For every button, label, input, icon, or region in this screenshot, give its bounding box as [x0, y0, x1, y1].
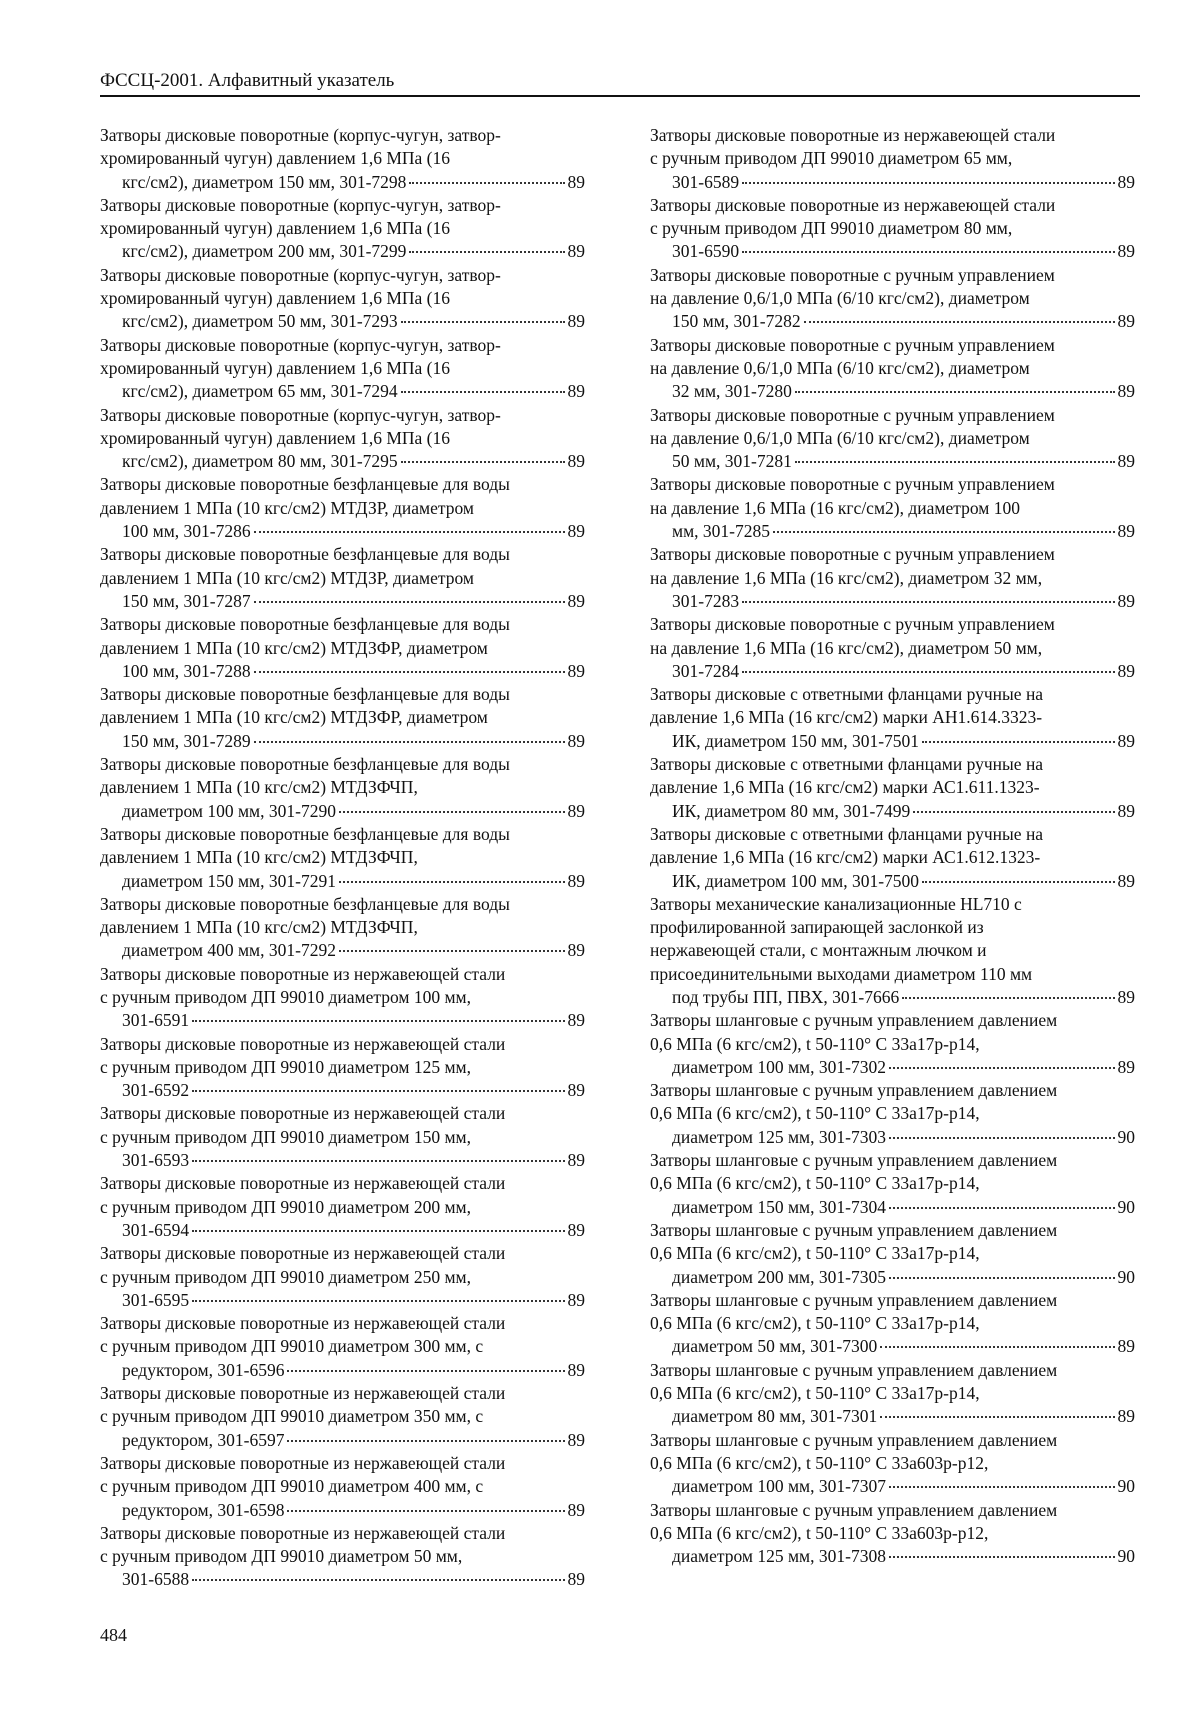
index-entry-line: 0,6 МПа (6 кгс/см2), t 50-110° С 33а17р-р14,	[650, 1383, 980, 1404]
index-entry	[650, 1009, 1135, 1079]
index-entry	[100, 1452, 585, 1522]
dot-leader	[889, 1067, 1115, 1069]
index-entry-line: Затворы шланговые с ручным управлением давлением	[650, 1289, 1058, 1310]
index-entry-page: 89	[1117, 171, 1135, 192]
index-entry-line: кгс/см2), диаметром 80 мм, 301-7295	[122, 451, 398, 472]
index-entry-line: Затворы дисковые поворотные безфланцевые для воды	[100, 684, 510, 705]
dot-leader	[287, 1370, 564, 1372]
dot-leader	[804, 321, 1115, 323]
index-entry-line: хромированный чугун) давлением 1,6 МПа (16	[100, 427, 450, 448]
index-entry-last-line	[122, 1499, 585, 1522]
index-entry-line: Затворы дисковые поворотные с ручным управлением	[650, 404, 1055, 425]
index-entry-line: 0,6 МПа (6 кгс/см2), t 50-110° С 33а603р-р12,	[650, 1452, 989, 1473]
index-entry	[650, 893, 1135, 1009]
index-entry-last-line	[122, 380, 585, 403]
index-entry-line: Затворы шланговые с ручным управлением давлением	[650, 1010, 1058, 1031]
index-entry	[650, 264, 1135, 334]
index-entry-last-line	[122, 590, 585, 613]
dot-leader	[889, 1137, 1115, 1139]
index-entry-line: 150 мм, 301-7289	[122, 730, 251, 751]
index-entry-line: редуктором, 301-6598	[122, 1499, 285, 1520]
index-entry-last-line	[122, 310, 585, 333]
index-entry-last-line	[672, 450, 1135, 473]
index-entry-line: давлением 1 МПа (10 кгс/см2) МТДЗР, диаметром	[100, 567, 474, 588]
index-entry-page: 89	[567, 1359, 585, 1380]
index-entry-page: 89	[1117, 870, 1135, 891]
index-entry-page: 89	[567, 1080, 585, 1101]
index-entry-line: под трубы ПП, ПВХ, 301-7666	[672, 986, 900, 1007]
index-entry-line: Затворы шланговые с ручным управлением давлением	[650, 1150, 1058, 1171]
index-entry-line: с ручным приводом ДП 99010 диаметром 100 мм,	[100, 986, 472, 1007]
index-entry	[650, 124, 1135, 194]
index-entry-line: Затворы дисковые поворотные из нержавеющей стали	[650, 194, 1056, 215]
index-entry-line: 150 мм, 301-7287	[122, 590, 251, 611]
index-entry-last-line	[672, 1126, 1135, 1149]
index-entry-line: хромированный чугун) давлением 1,6 МПа (16	[100, 288, 450, 309]
index-entry-last-line	[672, 986, 1135, 1009]
index-entry	[100, 963, 585, 1033]
dot-leader	[339, 950, 565, 952]
dot-leader	[922, 881, 1114, 883]
index-entry-last-line	[672, 1056, 1135, 1079]
index-entry-page: 89	[1117, 660, 1135, 681]
index-entry-line: с ручным приводом ДП 99010 диаметром 65 мм,	[650, 148, 1013, 169]
index-entry-line: 301-6594	[122, 1219, 190, 1240]
index-entry-line: профилированной запирающей заслонкой из	[650, 917, 984, 938]
index-entry-last-line	[122, 240, 585, 263]
index-entry-line: диаметром 125 мм, 301-7308	[672, 1546, 886, 1567]
index-entry	[100, 1033, 585, 1103]
index-entry-line: 301-7283	[672, 590, 740, 611]
index-entry-line: Затворы шланговые с ручным управлением давлением	[650, 1499, 1058, 1520]
dot-leader	[742, 601, 1114, 603]
dot-leader	[339, 811, 565, 813]
dot-leader	[889, 1277, 1115, 1279]
index-entry-line: хромированный чугун) давлением 1,6 МПа (16	[100, 218, 450, 239]
index-entry-page: 89	[1117, 241, 1135, 262]
dot-leader	[192, 1230, 564, 1232]
index-entry-line: диаметром 80 мм, 301-7301	[672, 1406, 878, 1427]
dot-leader	[409, 251, 564, 253]
index-entry	[100, 1242, 585, 1312]
index-entry-last-line	[672, 1475, 1135, 1498]
index-entry	[650, 1149, 1135, 1219]
index-entry	[100, 613, 585, 683]
index-entry-line: на давление 1,6 МПа (16 кгс/см2), диаметром 100	[650, 497, 1020, 518]
index-entry-line: давлением 1 МПа (10 кгс/см2) МТДЗФР, диаметром	[100, 707, 488, 728]
index-entry-line: 0,6 МПа (6 кгс/см2), t 50-110° С 33а603р-р12,	[650, 1522, 989, 1543]
dot-leader	[880, 1346, 1114, 1348]
index-entry-last-line	[672, 1405, 1135, 1428]
index-entry-line: давлением 1 МПа (10 кгс/см2) МТДЗФЧП,	[100, 847, 418, 868]
dot-leader	[287, 1440, 564, 1442]
index-entry-page: 89	[567, 870, 585, 891]
index-entry-line: Затворы дисковые поворотные (корпус-чугун, затвор-	[100, 264, 501, 285]
running-header: ФССЦ-2001. Алфавитный указатель	[100, 70, 1140, 97]
index-entry-line: Затворы дисковые поворотные с ручным управлением	[650, 334, 1055, 355]
index-entry-line: 301-6589	[672, 171, 740, 192]
index-entry-last-line	[122, 730, 585, 753]
index-entry	[650, 613, 1135, 683]
index-entry-line: 301-6590	[672, 241, 740, 262]
index-entry-last-line	[672, 1266, 1135, 1289]
index-entry-line: присоединительными выходами диаметром 110 мм	[650, 963, 1033, 984]
index-entry	[650, 334, 1135, 404]
index-entry-line: диаметром 150 мм, 301-7291	[122, 870, 336, 891]
index-entry-page: 89	[567, 451, 585, 472]
index-entry	[650, 1429, 1135, 1499]
index-entry	[100, 683, 585, 753]
index-entry-line: Затворы дисковые поворотные из нержавеющей стали	[100, 1243, 506, 1264]
index-entry-line: с ручным приводом ДП 99010 диаметром 250 мм,	[100, 1266, 472, 1287]
index-entry-page: 89	[567, 521, 585, 542]
index-entry-page: 89	[1117, 730, 1135, 751]
index-entry-line: Затворы дисковые поворотные из нержавеющей стали	[100, 1173, 506, 1194]
dot-leader	[795, 391, 1115, 393]
dot-leader	[795, 461, 1115, 463]
index-entry-line: 0,6 МПа (6 кгс/см2), t 50-110° С 33а17р-р14,	[650, 1243, 980, 1264]
dot-leader	[922, 741, 1114, 743]
dot-leader	[192, 1300, 564, 1302]
index-entry-line: с ручным приводом ДП 99010 диаметром 80 мм,	[650, 218, 1013, 239]
index-entry-line: 301-6591	[122, 1010, 190, 1031]
index-entry-line: 301-6593	[122, 1150, 190, 1171]
index-entry	[100, 1382, 585, 1452]
index-entry-page: 89	[567, 1569, 585, 1590]
dot-leader	[913, 811, 1114, 813]
index-entry-line: Затворы дисковые поворотные безфланцевые для воды	[100, 544, 510, 565]
index-entry-line: 0,6 МПа (6 кгс/см2), t 50-110° С 33а17р-р14,	[650, 1313, 980, 1334]
dot-leader	[742, 251, 1114, 253]
index-entry-line: давление 1,6 МПа (16 кгс/см2) марки АН1.614.3323-	[650, 707, 1043, 728]
index-entry-page: 89	[1117, 1336, 1135, 1357]
dot-leader	[254, 601, 565, 603]
index-entry-page: 89	[567, 730, 585, 751]
index-entry-line: диаметром 150 мм, 301-7304	[672, 1196, 886, 1217]
index-entry-line: кгс/см2), диаметром 150 мм, 301-7298	[122, 171, 407, 192]
index-entry-line: Затворы дисковые поворотные с ручным управлением	[650, 544, 1055, 565]
index-entry-last-line	[122, 800, 585, 823]
index-entry-line: 301-7284	[672, 660, 740, 681]
index-entry-page: 89	[1117, 311, 1135, 332]
index-entry	[100, 1172, 585, 1242]
index-entry-page: 89	[567, 1289, 585, 1310]
dot-leader	[889, 1556, 1115, 1558]
index-entry-page: 89	[567, 1499, 585, 1520]
dot-leader	[880, 1416, 1114, 1418]
dot-leader	[742, 182, 1114, 184]
dot-leader	[254, 531, 565, 533]
index-entry-line: Затворы шланговые с ручным управлением давлением	[650, 1359, 1058, 1380]
index-entry-line: на давление 1,6 МПа (16 кгс/см2), диаметром 32 мм,	[650, 567, 1043, 588]
index-entry-line: 32 мм, 301-7280	[672, 381, 792, 402]
index-entry-line: с ручным приводом ДП 99010 диаметром 200 мм,	[100, 1196, 472, 1217]
index-entry	[100, 334, 585, 404]
index-entry	[650, 1079, 1135, 1149]
index-entry-line: Затворы дисковые поворотные с ручным управлением	[650, 264, 1055, 285]
index-entry-page: 89	[567, 381, 585, 402]
index-entry-last-line	[672, 1545, 1135, 1568]
index-entry-page: 89	[567, 660, 585, 681]
dot-leader	[409, 182, 564, 184]
index-entry-last-line	[672, 660, 1135, 683]
index-entry-line: Затворы дисковые поворотные (корпус-чугун, затвор-	[100, 125, 501, 145]
index-entry	[100, 893, 585, 963]
index-entry	[650, 1499, 1135, 1569]
index-entry-line: Затворы дисковые с ответными фланцами ручные на	[650, 754, 1044, 775]
index-entry-line: Затворы дисковые поворотные безфланцевые для воды	[100, 754, 510, 775]
index-entry-last-line	[122, 939, 585, 962]
index-entry-line: давлением 1 МПа (10 кгс/см2) МТДЗФЧП,	[100, 917, 418, 938]
index-entry-line: 301-6595	[122, 1289, 190, 1310]
dot-leader	[192, 1160, 564, 1162]
index-entry-line: 0,6 МПа (6 кгс/см2), t 50-110° С 33а17р-р14,	[650, 1103, 980, 1124]
index-entry-line: Затворы дисковые с ответными фланцами ручные на	[650, 823, 1044, 844]
index-entry-page: 89	[567, 800, 585, 821]
index-entry-line: диаметром 400 мм, 301-7292	[122, 940, 336, 961]
index-entry-line: Затворы дисковые с ответными фланцами ручные на	[650, 684, 1044, 705]
index-entry-line: 0,6 МПа (6 кгс/см2), t 50-110° С 33а17р-р14,	[650, 1173, 980, 1194]
index-entry-page: 89	[1117, 986, 1135, 1007]
dot-leader	[192, 1579, 564, 1581]
index-entry-line: с ручным приводом ДП 99010 диаметром 400 мм, с	[100, 1476, 484, 1497]
index-entry-line: 150 мм, 301-7282	[672, 311, 801, 332]
index-entry-last-line	[122, 660, 585, 683]
index-entry-line: мм, 301-7285	[672, 521, 770, 542]
index-entry-line: Затворы дисковые поворотные безфланцевые для воды	[100, 474, 510, 495]
index-entry	[100, 823, 585, 893]
page-number: 484	[100, 1625, 127, 1645]
index-entry-line: нержавеющей стали, с монтажным лючком и	[650, 940, 987, 961]
index-entry	[650, 543, 1135, 613]
index-entry-line: Затворы дисковые поворотные (корпус-чугун, затвор-	[100, 334, 501, 355]
index-entry-line: Затворы дисковые поворотные из нержавеющей стали	[100, 1452, 506, 1473]
index-entry-last-line	[122, 1429, 585, 1452]
index-entry-page: 89	[567, 171, 585, 192]
index-entry-line: диаметром 200 мм, 301-7305	[672, 1266, 886, 1287]
dot-leader	[773, 531, 1115, 533]
index-entry-page: 89	[567, 590, 585, 611]
index-entry	[100, 194, 585, 264]
dot-leader	[401, 461, 565, 463]
index-entry-line: Затворы дисковые поворотные из нержавеющей стали	[100, 1522, 506, 1543]
index-entry-page: 90	[1117, 1196, 1135, 1217]
index-entry-line: Затворы дисковые поворотные безфланцевые для воды	[100, 823, 510, 844]
index-entry-page: 89	[567, 1219, 585, 1240]
index-entry-line: ИК, диаметром 80 мм, 301-7499	[672, 800, 911, 821]
index-entry-page: 89	[1117, 1056, 1135, 1077]
index-entry-line: диаметром 125 мм, 301-7303	[672, 1126, 886, 1147]
index-entry-line: 100 мм, 301-7288	[122, 660, 251, 681]
index-entry-line: ИК, диаметром 150 мм, 301-7501	[672, 730, 920, 751]
index-entry-page: 90	[1117, 1546, 1135, 1567]
index-entry-line: 0,6 МПа (6 кгс/см2), t 50-110° С 33а17р-р14,	[650, 1033, 980, 1054]
index-entry-line: 301-6592	[122, 1080, 190, 1101]
index-entry	[650, 823, 1135, 893]
dot-leader	[742, 671, 1114, 673]
index-entry-last-line	[672, 240, 1135, 263]
index-entry-line: диаметром 100 мм, 301-7302	[672, 1056, 886, 1077]
index-entry-line: давлением 1 МПа (10 кгс/см2) МТДЗР, диаметром	[100, 497, 474, 518]
index-entry	[650, 1219, 1135, 1289]
index-entry-line: с ручным приводом ДП 99010 диаметром 150 мм,	[100, 1126, 472, 1147]
index-entry-page: 89	[1117, 590, 1135, 611]
index-entry-line: редуктором, 301-6596	[122, 1359, 285, 1380]
index-entry-last-line	[672, 310, 1135, 333]
index-entry	[100, 1312, 585, 1382]
index-entry-last-line	[122, 1359, 585, 1382]
index-entry-line: давление 1,6 МПа (16 кгс/см2) марки АС1.612.1323-	[650, 847, 1041, 868]
index-entry-line: 301-6588	[122, 1569, 190, 1590]
index-entry-page: 89	[567, 311, 585, 332]
dot-leader	[339, 881, 565, 883]
index-entry-line: давлением 1 МПа (10 кгс/см2) МТДЗФЧП,	[100, 777, 418, 798]
index-entry-line: с ручным приводом ДП 99010 диаметром 300 мм, с	[100, 1336, 484, 1357]
index-column-left	[100, 124, 585, 1592]
index-entry-line: Затворы дисковые поворотные из нержавеющей стали	[100, 1383, 506, 1404]
index-entry-last-line	[672, 171, 1135, 194]
dot-leader	[902, 997, 1114, 999]
index-entry	[650, 1359, 1135, 1429]
index-entry-line: с ручным приводом ДП 99010 диаметром 125 мм,	[100, 1056, 472, 1077]
index-entry	[650, 1289, 1135, 1359]
index-entry-line: диаметром 100 мм, 301-7290	[122, 800, 336, 821]
index-entry	[650, 404, 1135, 474]
index-entry-line: на давление 0,6/1,0 МПа (6/10 кгс/см2), диаметром	[650, 357, 1030, 378]
index-entry-line: кгс/см2), диаметром 50 мм, 301-7293	[122, 311, 398, 332]
index-entry-last-line	[122, 450, 585, 473]
dot-leader	[287, 1510, 564, 1512]
index-entry-line: кгс/см2), диаметром 65 мм, 301-7294	[122, 381, 398, 402]
index-entry-line: Затворы шланговые с ручным управлением давлением	[650, 1429, 1058, 1450]
index-column-right	[650, 124, 1135, 1568]
index-entry-last-line	[122, 1079, 585, 1102]
index-entry-last-line	[672, 1335, 1135, 1358]
index-entry	[650, 473, 1135, 543]
index-entry	[100, 1522, 585, 1592]
index-entry-line: Затворы дисковые поворотные с ручным управлением	[650, 474, 1055, 495]
index-entry-line: с ручным приводом ДП 99010 диаметром 350 мм, с	[100, 1406, 484, 1427]
index-entry-line: на давление 0,6/1,0 МПа (6/10 кгс/см2), диаметром	[650, 427, 1030, 448]
index-entry-page: 89	[567, 1010, 585, 1031]
index-entry-line: с ручным приводом ДП 99010 диаметром 50 мм,	[100, 1546, 463, 1567]
index-entry-line: 50 мм, 301-7281	[672, 451, 792, 472]
index-entry-last-line	[122, 1289, 585, 1312]
index-entry-last-line	[672, 520, 1135, 543]
dot-leader	[889, 1486, 1115, 1488]
index-entry-last-line	[122, 1149, 585, 1172]
index-entry-page: 90	[1117, 1266, 1135, 1287]
dot-leader	[192, 1020, 564, 1022]
index-entry-line: Затворы механические канализационные HL710 с	[650, 893, 1022, 914]
index-entry	[100, 404, 585, 474]
index-entry-line: давление 1,6 МПа (16 кгс/см2) марки АС1.611.1323-	[650, 777, 1040, 798]
index-entry-line: Затворы дисковые поворотные из нержавеющей стали	[100, 1313, 506, 1334]
index-entry-page: 89	[567, 241, 585, 262]
index-entry-line: Затворы дисковые поворотные из нержавеющей стали	[100, 1103, 506, 1124]
dot-leader	[254, 741, 565, 743]
index-entry	[100, 473, 585, 543]
index-entry-last-line	[122, 520, 585, 543]
index-entry	[100, 124, 585, 194]
index-entry	[100, 264, 585, 334]
index-entry-page: 89	[1117, 381, 1135, 402]
index-entry-line: хромированный чугун) давлением 1,6 МПа (16	[100, 148, 450, 169]
index-entry-page: 89	[567, 1429, 585, 1450]
index-entry-line: Затворы дисковые поворотные с ручным управлением	[650, 614, 1055, 635]
index-entry-page: 90	[1117, 1476, 1135, 1497]
index-entry	[650, 194, 1135, 264]
index-entry	[100, 543, 585, 613]
index-entry-line: Затворы дисковые поворотные из нержавеющей стали	[100, 1033, 506, 1054]
index-entry-page: 89	[1117, 1406, 1135, 1427]
index-entry-line: Затворы дисковые поворотные (корпус-чугун, затвор-	[100, 404, 501, 425]
index-entry-line: Затворы шланговые с ручным управлением давлением	[650, 1219, 1058, 1240]
index-entry-last-line	[672, 590, 1135, 613]
index-entry-line: хромированный чугун) давлением 1,6 МПа (16	[100, 357, 450, 378]
index-entry-last-line	[672, 730, 1135, 753]
dot-leader	[401, 391, 565, 393]
index-entry-last-line	[672, 800, 1135, 823]
index-entry-line: редуктором, 301-6597	[122, 1429, 285, 1450]
index-entry	[650, 753, 1135, 823]
index-entry-last-line	[672, 380, 1135, 403]
index-entry-last-line	[122, 870, 585, 893]
index-entry-line: 100 мм, 301-7286	[122, 521, 251, 542]
index-entry-line: Затворы дисковые поворотные безфланцевые для воды	[100, 614, 510, 635]
index-entry	[650, 683, 1135, 753]
index-entry-page: 89	[1117, 521, 1135, 542]
index-entry-last-line	[122, 1009, 585, 1032]
dot-leader	[401, 321, 565, 323]
index-entry-page: 89	[1117, 451, 1135, 472]
index-entry-last-line	[672, 1196, 1135, 1219]
index-entry-line: ИК, диаметром 100 мм, 301-7500	[672, 870, 920, 891]
index-entry-last-line	[122, 1219, 585, 1242]
index-entry-line: Затворы шланговые с ручным управлением давлением	[650, 1080, 1058, 1101]
dot-leader	[254, 671, 565, 673]
index-entry-line: Затворы дисковые поворотные из нержавеющей стали	[650, 125, 1056, 145]
index-entry	[100, 753, 585, 823]
index-entry-last-line	[672, 870, 1135, 893]
index-entry-line: Затворы дисковые поворотные безфланцевые для воды	[100, 893, 510, 914]
index-entry-line: Затворы дисковые поворотные из нержавеющей стали	[100, 963, 506, 984]
index-entry-page: 89	[567, 1150, 585, 1171]
index-entry-line: диаметром 50 мм, 301-7300	[672, 1336, 878, 1357]
index-entry-page: 90	[1117, 1126, 1135, 1147]
dot-leader	[889, 1207, 1115, 1209]
index-entry-line: кгс/см2), диаметром 200 мм, 301-7299	[122, 241, 407, 262]
index-entry-line: диаметром 100 мм, 301-7307	[672, 1476, 886, 1497]
dot-leader	[192, 1090, 564, 1092]
index-entry-last-line	[122, 171, 585, 194]
index-entry-last-line	[122, 1568, 585, 1591]
index-entry-page: 89	[567, 940, 585, 961]
index-entry-line: на давление 1,6 МПа (16 кгс/см2), диаметром 50 мм,	[650, 637, 1043, 658]
index-entry-line: Затворы дисковые поворотные (корпус-чугун, затвор-	[100, 194, 501, 215]
index-entry-page: 89	[1117, 800, 1135, 821]
index-entry-line: на давление 0,6/1,0 МПа (6/10 кгс/см2), диаметром	[650, 288, 1030, 309]
index-entry	[100, 1102, 585, 1172]
index-entry-line: давлением 1 МПа (10 кгс/см2) МТДЗФР, диаметром	[100, 637, 488, 658]
